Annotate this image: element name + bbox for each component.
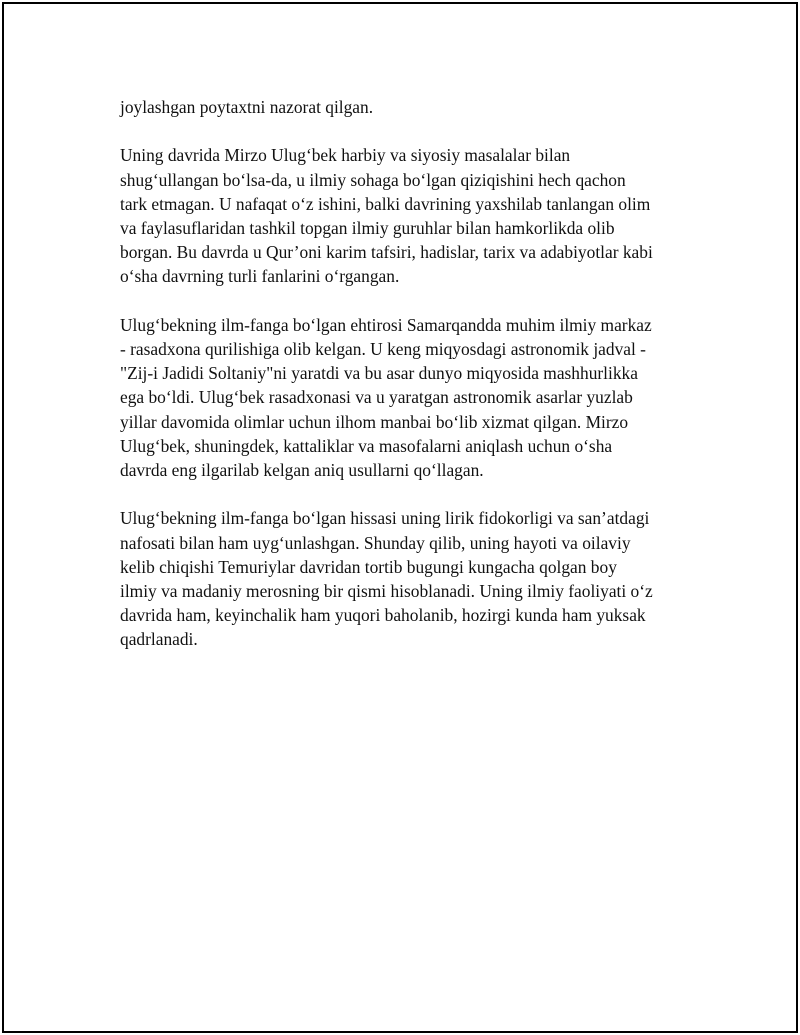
text-line: tark etmagan. U nafaqat o‘z ishini, balki davrining yaxshilab tanlangan olim xyxy=(120,193,651,214)
text-line: Ulug‘bekning ilm-fanga bo‘lgan ehtirosi Samarqandda muhim ilmiy markaz xyxy=(120,314,652,335)
paragraph-3 xyxy=(120,313,690,482)
paragraph-4 xyxy=(120,506,690,651)
text-line: davrida ham, keyinchalik ham yuqori baholanib, hozirgi kunda ham yuksak xyxy=(120,605,646,626)
text-line: va faylasuflaridan tashkil topgan ilmiy guruhlar bilan hamkorlikda olib xyxy=(120,218,615,238)
paragraph-2 xyxy=(120,143,690,288)
text-line: Uning davrida Mirzo Ulug‘bek harbiy va siyosiy masalalar bilan xyxy=(120,145,571,166)
text-line: davrda eng ilgarilab kelgan aniq usullarni qo‘llagan. xyxy=(120,460,484,481)
text-line: "Zij-i Jadidi Soltaniy"ni yaratdi va bu asar dunyo miqyosida mashhurlikka xyxy=(120,363,638,384)
page-border xyxy=(2,2,798,1033)
text-line: yillar davomida olimlar uchun ilhom manbai bo‘lib xizmat qilgan. Mirzo xyxy=(120,411,629,432)
text-line: kelib chiqishi Temuriylar davridan tortib bugungi kungacha qolgan boy xyxy=(120,556,617,577)
text-line: - rasadxona qurilishiga olib kelgan. U keng miqyosdagi astronomik jadval - xyxy=(120,339,646,359)
paragraph-1 xyxy=(120,95,690,119)
text-line: borgan. Bu davrda u Qur’oni karim tafsiri, hadislar, tarix va adabiyotlar kabi xyxy=(120,242,653,263)
page-body xyxy=(120,95,690,676)
text-line: qadrlanadi. xyxy=(120,629,198,650)
text-line: shug‘ullangan bo‘lsa-da, u ilmiy sohaga bo‘lgan qiziqishini hech qachon xyxy=(120,169,626,190)
text-line: nafosati bilan ham uyg‘unlashgan. Shunday qilib, uning hayoti va oilaviy xyxy=(120,532,631,553)
text-line: Ulug‘bek, shuningdek, kattaliklar va masofalarni aniqlash uchun o‘sha xyxy=(120,435,613,456)
text-line: joylashgan poytaxtni nazorat qilgan. xyxy=(120,97,374,117)
text-line: o‘sha davrning turli fanlarini o‘rgangan. xyxy=(120,266,400,287)
text-line: Ulug‘bekning ilm-fanga bo‘lgan hissasi uning lirik fidokorligi va san’atdagi xyxy=(120,508,650,529)
text-line: ilmiy va madaniy merosning bir qismi hisoblanadi. Uning ilmiy faoliyati o‘z xyxy=(120,581,653,602)
text-line: ega bo‘ldi. Ulug‘bek rasadxonasi va u yaratgan astronomik asarlar yuzlab xyxy=(120,387,633,408)
